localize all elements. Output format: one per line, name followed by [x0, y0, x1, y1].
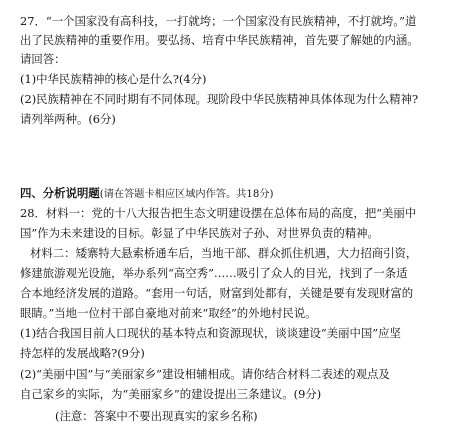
q27-stem-line-2: 出了民族精神的重要作用。要弘扬、培育中华民族精神，首先要了解她的内涵。 [20, 33, 419, 47]
q27-subquestion-2-line-2: 请列举两种。(6分) [20, 112, 116, 126]
q27-stem-line-1: 27．“一个国家没有高科技，一打就垮；一个国家没有民族精神，不打就垮。”道 [20, 14, 417, 28]
q28-subquestion-1-line-2: 持怎样的发展战略?(9分) [20, 346, 145, 360]
q27-subquestion-2-line-1: (2)民族精神在不同时期有不同体现。现阶段中华民族精神具体体现为什么精神? [20, 92, 419, 106]
q28-subquestion-2-line-2: 自己家乡的实际，为“美丽家乡”的建设提出三条建议。(9分) [20, 387, 322, 401]
section-title: 四、分析说明题 [20, 186, 100, 200]
q28-material-1-line-1: 28．材料一：党的十八大报告把生态文明建设摆在总体布局的高度，把“美丽中 [20, 206, 417, 220]
q28-material-1-line-2: 国”作为未来建设的目标。彰显了中华民族对子孙、对世界负责的精神。 [20, 226, 379, 240]
q28-material-2-line-1: 材料二：矮寨特大悬索桥通车后，当地干部、群众抓住机遇，大力招商引资， [30, 246, 418, 260]
q28-material-2-line-3: 合本地经济发展的道路。“套用一句话，财富到处都有，关键是要有发现财富的 [20, 286, 414, 300]
q28-material-2-line-2: 修建旅游观光设施，举办系列“高空秀”……吸引了众人的目光，找到了一条适 [20, 266, 408, 280]
q27-stem-line-3: 请回答： [20, 52, 66, 66]
q28-subquestion-2-line-1: (2)“美丽中国”与“美丽家乡”建设相辅相成。请你结合材料二表述的观点及 [20, 367, 390, 381]
q27-subquestion-1: (1)中华民族精神的核心是什么?(4分) [20, 72, 207, 86]
section-note: (请在答题卡相应区域内作答。共18分) [99, 189, 274, 200]
q28-material-2-line-4: 眼睛。”当地一位村干部自豪地对前来“取经”的外地村民说。 [20, 306, 317, 320]
q28-note: (注意：答案中不要出现真实的家乡名称) [55, 409, 258, 423]
q28-subquestion-1-line-1: (1)结合我国目前人口现状的基本特点和资源现状，谈谈建设“美丽中国”应坚 [20, 326, 401, 340]
section-heading [20, 185, 440, 203]
